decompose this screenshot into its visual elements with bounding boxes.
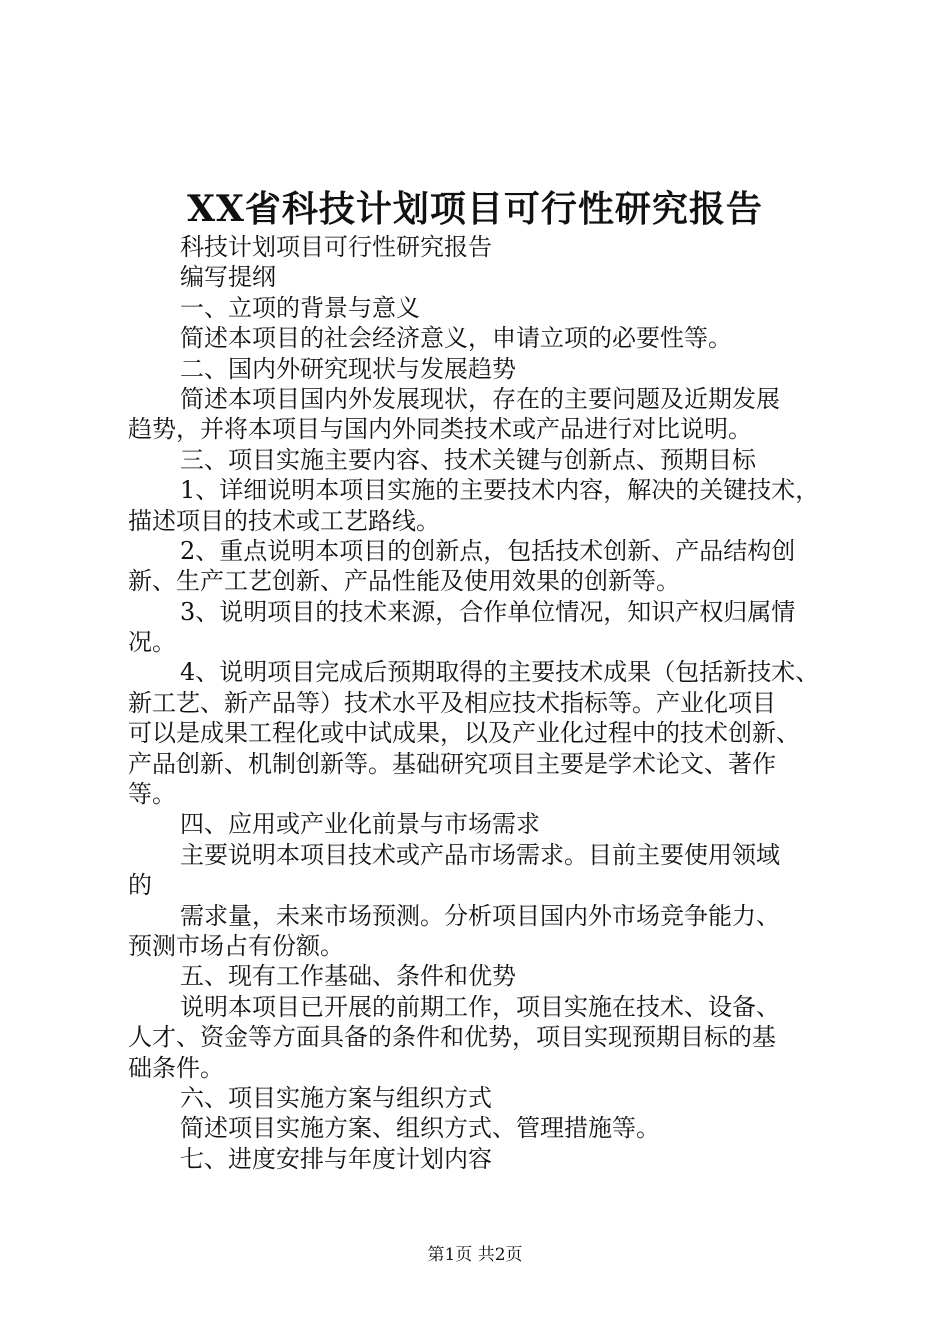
text-line: 新工艺、新产品等）技术水平及相应技术指标等。产业化项目 <box>128 688 776 717</box>
text-line: 趋势，并将本项目与国内外同类技术或产品进行对比说明。 <box>128 415 752 444</box>
text-line: 产品创新、机制创新等。基础研究项目主要是学术论文、著作 <box>128 749 776 778</box>
document-title: XX省科技计划项目可行性研究报告 <box>187 188 763 230</box>
text-line: 主要说明本项目技术或产品市场需求。目前主要使用领域 <box>180 840 780 869</box>
text-line: 科技计划项目可行性研究报告 <box>180 233 492 261</box>
section-heading: 五、现有工作基础、条件和优势 <box>180 962 516 991</box>
text-line: 需求量，未来市场预测。分析项目国内外市场竞争能力、 <box>180 901 780 930</box>
section-heading: 二、国内外研究现状与发展趋势 <box>180 354 516 383</box>
text-line: 说明本项目已开展的前期工作，项目实施在技术、设备、 <box>180 992 780 1021</box>
page-number-footer: 第1页 共2页 <box>427 1245 523 1265</box>
text-line: 编写提纲 <box>180 263 276 292</box>
section-heading: 四、应用或产业化前景与市场需求 <box>180 810 540 839</box>
section-heading: 七、进度安排与年度计划内容 <box>180 1144 492 1173</box>
text-line: 2、重点说明本项目的创新点，包括技术创新、产品结构创 <box>180 536 796 565</box>
text-line: 1、详细说明本项目实施的主要技术内容，解决的关键技术， <box>180 476 820 505</box>
text-line: 等。 <box>128 780 176 809</box>
text-line: 可以是成果工程化或中试成果，以及产业化过程中的技术创新、 <box>128 719 800 748</box>
text-line: 预测市场占有份额。 <box>128 931 344 960</box>
text-line: 简述本项目国内外发展现状，存在的主要问题及近期发展 <box>180 384 780 413</box>
section-heading: 三、项目实施主要内容、技术关键与创新点、预期目标 <box>180 445 756 474</box>
text-line: 况。 <box>128 628 176 657</box>
text-line: 简述项目实施方案、组织方式、管理措施等。 <box>180 1114 660 1143</box>
document-body <box>128 232 840 1174</box>
section-heading: 六、项目实施方案与组织方式 <box>180 1083 492 1112</box>
text-line: 3、说明项目的技术来源，合作单位情况，知识产权归属情 <box>180 597 796 626</box>
text-line: 描述项目的技术或工艺路线。 <box>128 506 440 535</box>
text-line: 人才、资金等方面具备的条件和优势，项目实现预期目标的基 <box>128 1023 776 1052</box>
text-line: 4、说明项目完成后预期取得的主要技术成果（包括新技术、 <box>180 658 820 687</box>
text-line: 新、生产工艺创新、产品性能及使用效果的创新等。 <box>128 567 680 596</box>
text-line: 础条件。 <box>128 1053 224 1082</box>
section-heading: 一、立项的背景与意义 <box>180 293 420 322</box>
text-line: 简述本项目的社会经济意义，申请立项的必要性等。 <box>180 324 732 353</box>
text-line: 的 <box>128 871 152 900</box>
